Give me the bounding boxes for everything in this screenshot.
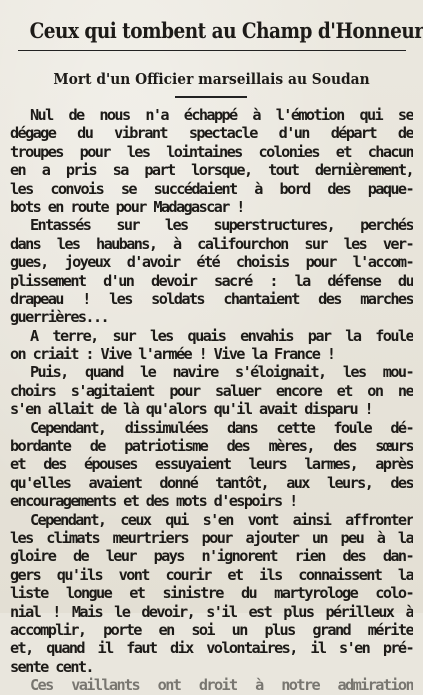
body-line: Nul de nous n'a échappé à l'émotion qui se <box>30 106 413 124</box>
body-line: bordante de patriotisme des mères, des sœurs <box>10 437 413 456</box>
body-line: les climats meurtriers pour ajouter un peu à la <box>10 528 413 547</box>
body-line: Cependant, ceux qui s'en vont ainsi affronter <box>30 510 413 529</box>
body-line: en a pris sa part lorsque, tout dernièrement, <box>10 161 413 180</box>
body-line: gloire de leur pays n'ignorent rien des dan- <box>10 547 413 566</box>
body-line: on criait : Vive l'armée ! Vive la France ! <box>10 345 335 364</box>
body-line: accomplir, porte en soi un plus grand mérite <box>10 620 413 639</box>
body-line: Entassés sur les superstructures, perchés <box>30 216 413 235</box>
body-line: Ces vaillants ont droit à notre admiration <box>30 676 413 695</box>
subtitle-rule <box>175 96 247 98</box>
body-line: sente cent. <box>10 657 93 676</box>
body-line: liste longue et sinistre du martyrologe colo- <box>10 584 413 603</box>
body-line: Puis, quand le navire s'éloignait, les mou- <box>30 363 413 382</box>
body-line: gues, joyeux d'avoir été choisis pour l'accom- <box>10 253 413 272</box>
body-line: dans les haubans, à califourchon sur les ver- <box>10 234 413 253</box>
article-subtitle: Mort d'un Officier marseillais au Soudan <box>53 70 370 88</box>
body-line: troupes pour les lointaines colonies et chacun <box>10 142 413 161</box>
body-line: A terre, sur les quais envahis par la foule <box>30 326 413 345</box>
article-body <box>10 106 413 695</box>
body-line: qu'elles avaient donné tantôt, aux leurs, des <box>10 473 413 492</box>
body-line: gers qu'ils vont courir et ils connaissent la <box>10 565 413 584</box>
body-line: dégage du vibrant spectacle d'un départ de <box>10 124 413 143</box>
body-line: et des épouses essuyaient leurs larmes, après <box>10 455 413 474</box>
body-line: plissement d'un devoir sacré : la défense du <box>10 271 413 290</box>
body-line: les convois se succédaient à bord des paque- <box>10 179 413 198</box>
body-line: drapeau ! les soldats chantaient des marches <box>10 289 413 308</box>
body-line: guerrières... <box>10 308 109 327</box>
body-line: encouragements et des mots d'espoirs ! <box>10 492 297 511</box>
body-line: bots en route pour Madagascar ! <box>10 197 244 216</box>
title-rule <box>18 50 406 51</box>
body-line: nial ! Mais le devoir, s'il est plus périlleux à <box>10 602 413 621</box>
body-line: et, quand il faut dix volontaires, il s'en pré- <box>10 639 413 658</box>
body-line: s'en allait de là qu'alors qu'il avait disparu ! <box>10 400 373 419</box>
article-title: Ceux qui tombent au Champ d'Honneur <box>29 19 423 44</box>
body-line: Cependant, dissimulées dans cette foule dé- <box>30 418 413 437</box>
body-line: choirs s'agitaient pour saluer encore et on ne <box>10 381 413 400</box>
